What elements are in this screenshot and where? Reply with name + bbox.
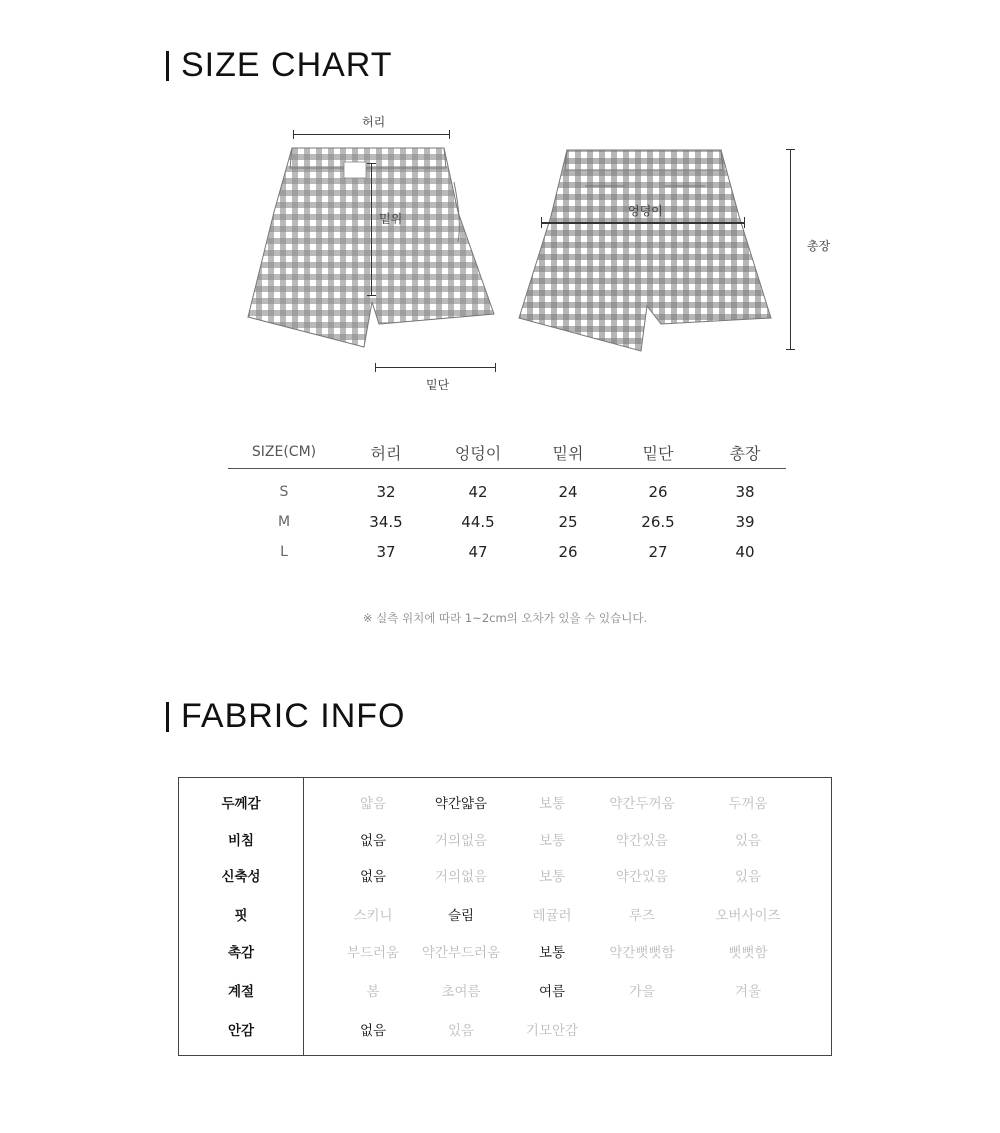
fabric-option: 봄 xyxy=(366,984,380,1000)
fabric-option: 두꺼움 xyxy=(728,796,768,812)
fabric-option: 스키니 xyxy=(353,908,393,924)
cell-hip: 44.5 xyxy=(461,513,495,531)
row-size: S xyxy=(279,484,289,500)
hem-label: 밑단 xyxy=(426,378,450,392)
back-shorts-image xyxy=(515,146,775,356)
fabric-option: 약간부드러움 xyxy=(421,945,501,961)
cell-hem: 26 xyxy=(648,483,668,501)
measurement-note: ※ 실측 위치에 따라 1~2cm의 오차가 있을 수 있습니다. xyxy=(362,611,648,625)
fabric-option: 있음 xyxy=(734,869,762,885)
fabric-option: 거의없음 xyxy=(434,833,488,849)
fabric-option: 부드러움 xyxy=(346,945,400,961)
hip-tick-left xyxy=(541,217,542,228)
row-size: L xyxy=(280,544,288,560)
row-size: M xyxy=(277,514,291,530)
length-tick-bottom xyxy=(786,349,795,350)
fabric-row xyxy=(179,904,833,924)
hip-measure-line xyxy=(541,222,745,224)
size-table-header xyxy=(228,436,786,469)
fabric-info-title-text: FABRIC INFO xyxy=(181,697,406,735)
fabric-option: 뻣뻣함 xyxy=(728,945,768,961)
fabric-row xyxy=(179,865,833,885)
fabric-option: 없음 xyxy=(359,833,387,849)
fabric-option: 기모안감 xyxy=(525,1023,579,1039)
cell-waist: 34.5 xyxy=(369,513,403,531)
cell-rise: 24 xyxy=(558,483,578,501)
length-measure-line xyxy=(790,149,791,350)
hem-tick-left xyxy=(375,363,376,372)
fabric-option: 슬림 xyxy=(447,908,475,924)
table-row xyxy=(228,477,786,507)
fabric-row xyxy=(179,941,833,961)
fabric-row xyxy=(179,1019,833,1039)
cell-waist: 37 xyxy=(376,543,396,561)
fabric-option: 여름 xyxy=(538,984,566,1000)
fabric-option: 약간있음 xyxy=(615,869,669,885)
length-tick-top xyxy=(786,149,795,150)
cell-rise: 26 xyxy=(558,543,578,561)
fabric-option: 초여름 xyxy=(441,984,481,1000)
length-label: 총장 xyxy=(807,239,831,253)
table-row xyxy=(228,537,786,567)
fabric-option: 보통 xyxy=(538,796,566,812)
header-hip: 엉덩이 xyxy=(454,443,502,463)
waist-tick-left xyxy=(293,130,294,139)
fabric-option: 없음 xyxy=(359,1023,387,1039)
hip-label: 엉덩이 xyxy=(628,204,663,218)
fabric-option: 약간뻣뻣함 xyxy=(609,945,675,961)
fabric-option: 루즈 xyxy=(628,908,656,924)
fabric-option: 오버사이즈 xyxy=(715,908,781,924)
fabric-option: 있음 xyxy=(447,1023,475,1039)
header-hem: 밑단 xyxy=(642,443,674,463)
fabric-option: 거의없음 xyxy=(434,869,488,885)
fabric-row-label: 안감 xyxy=(227,1023,255,1039)
cell-rise: 25 xyxy=(558,513,578,531)
cell-length: 38 xyxy=(735,483,755,501)
waist-label: 허리 xyxy=(362,115,386,129)
fabric-option: 없음 xyxy=(359,869,387,885)
waist-measure-line xyxy=(293,134,450,135)
cell-hem: 26.5 xyxy=(641,513,675,531)
fabric-option: 보통 xyxy=(538,833,566,849)
fabric-option: 약간두꺼움 xyxy=(609,796,675,812)
size-table xyxy=(228,436,786,567)
fabric-row xyxy=(179,980,833,1000)
header-size: SIZE(CM) xyxy=(251,444,317,460)
cell-hem: 27 xyxy=(648,543,668,561)
cell-length: 40 xyxy=(735,543,755,561)
hem-tick-right xyxy=(495,363,496,372)
fabric-info-table xyxy=(178,777,832,1056)
cell-hip: 47 xyxy=(468,543,488,561)
rise-tick-bottom xyxy=(367,295,376,296)
fabric-option: 얇음 xyxy=(359,796,387,812)
rise-measure-line xyxy=(371,163,372,296)
rise-tick-top xyxy=(367,163,376,164)
fabric-option: 가을 xyxy=(628,984,656,1000)
title-bar xyxy=(166,702,169,732)
rise-label: 밑위 xyxy=(379,212,403,226)
fabric-row-label: 두께감 xyxy=(221,796,261,812)
fabric-row-label: 비침 xyxy=(227,833,255,849)
fabric-row-label: 촉감 xyxy=(227,945,255,961)
fabric-row xyxy=(179,829,833,849)
cell-waist: 32 xyxy=(376,483,396,501)
fabric-option: 보통 xyxy=(538,945,566,961)
waist-tick-right xyxy=(449,130,450,139)
cell-hip: 42 xyxy=(468,483,488,501)
size-chart-title xyxy=(166,46,393,85)
fabric-option: 약간얇음 xyxy=(434,796,488,812)
hip-tick-right xyxy=(744,217,745,228)
header-waist: 허리 xyxy=(370,443,402,463)
fabric-option: 있음 xyxy=(734,833,762,849)
hem-measure-line xyxy=(375,367,496,368)
fabric-row-label: 핏 xyxy=(234,908,248,924)
fabric-row-label: 신축성 xyxy=(221,869,261,885)
fabric-option: 겨울 xyxy=(734,984,762,1000)
fabric-row xyxy=(179,792,833,812)
header-length: 총장 xyxy=(729,443,761,463)
front-shorts-image xyxy=(244,142,500,352)
size-chart-title-text: SIZE CHART xyxy=(181,46,393,84)
fabric-option: 레귤러 xyxy=(532,908,572,924)
table-row xyxy=(228,507,786,537)
fabric-row-label: 계절 xyxy=(227,984,255,1000)
header-rise: 밑위 xyxy=(552,443,584,463)
fabric-option: 약간있음 xyxy=(615,833,669,849)
fabric-option: 보통 xyxy=(538,869,566,885)
cell-length: 39 xyxy=(735,513,755,531)
fabric-info-title xyxy=(166,697,405,736)
title-bar xyxy=(166,51,169,81)
